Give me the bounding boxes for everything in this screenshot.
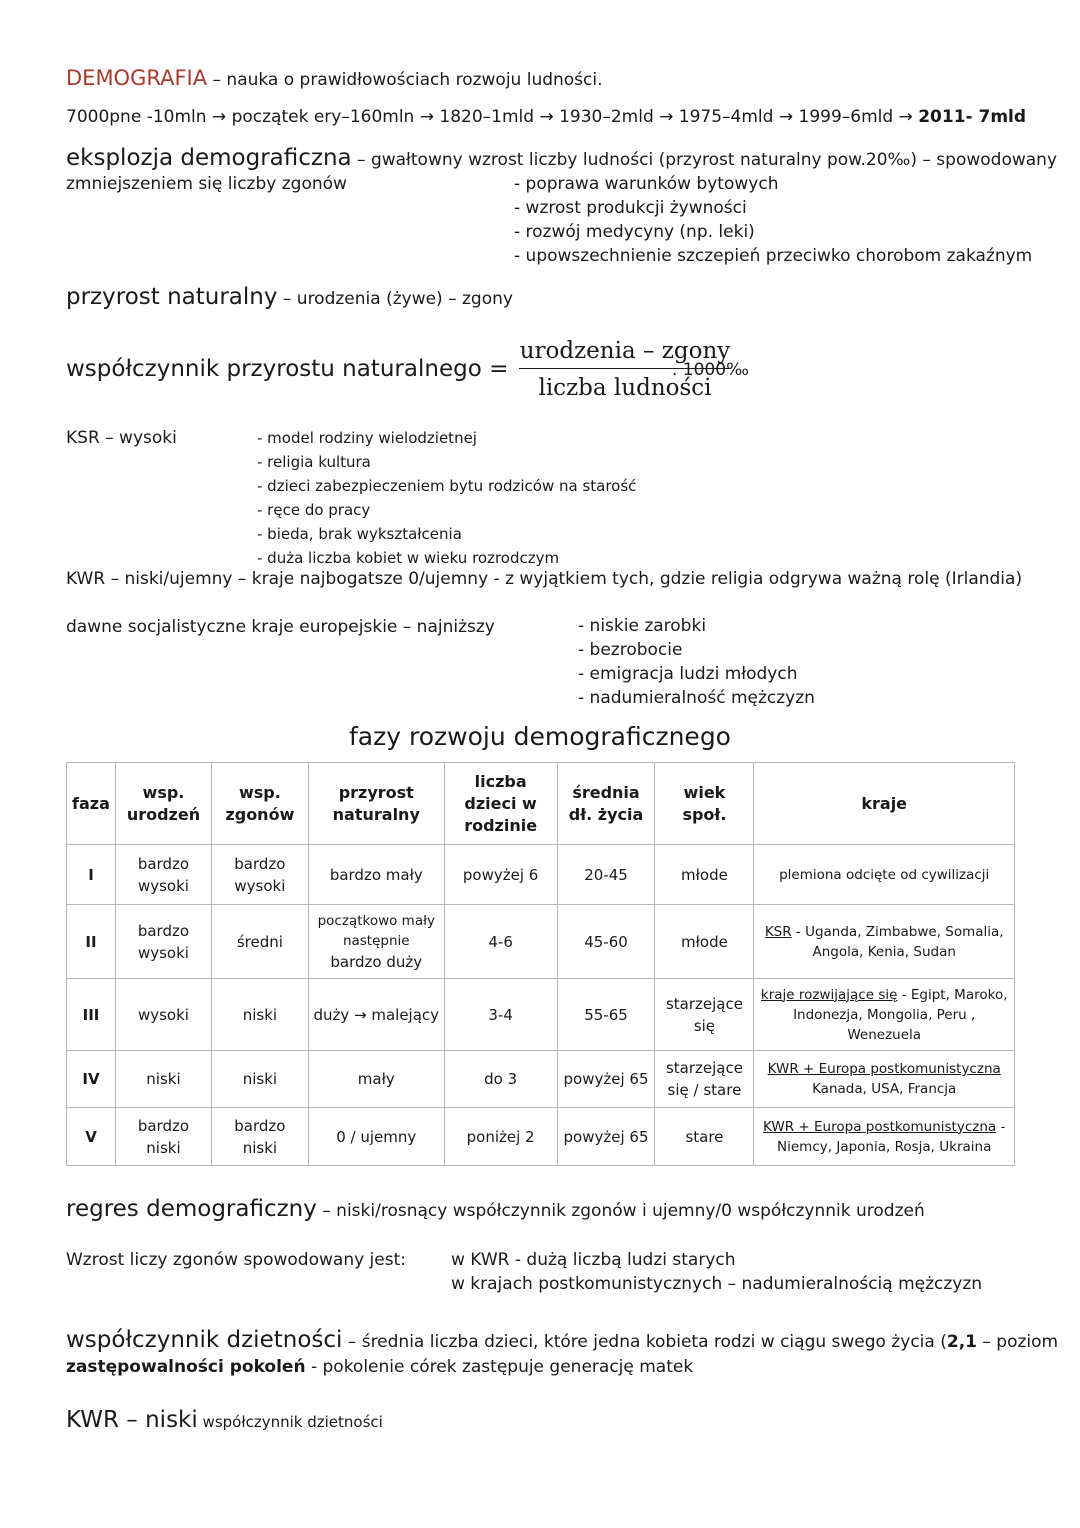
column-header: faza bbox=[67, 763, 116, 845]
countries-text: - Uganda, Zimbabwe, Somalia, Angola, Kenia, Sudan bbox=[791, 923, 1004, 960]
countries-group: KWR + Europa postkomunistyczna bbox=[767, 1061, 1001, 1077]
column-header: kraje bbox=[754, 763, 1015, 845]
list-item: - ręce do pracy bbox=[257, 501, 371, 519]
fertility-line-2 bbox=[66, 1357, 693, 1377]
children-cell: 3-4 bbox=[444, 979, 557, 1051]
death-rate-cell: niski bbox=[211, 979, 308, 1051]
page-title: DEMOGRAFIA bbox=[66, 66, 208, 90]
table-row bbox=[67, 905, 1015, 979]
list-item: - dzieci zabezpieczeniem bytu rodziców na starość bbox=[257, 477, 637, 495]
population-timeline bbox=[66, 107, 1026, 127]
children-cell: powyżej 6 bbox=[444, 845, 557, 905]
countries-cell bbox=[754, 1108, 1015, 1166]
growth-cell: duży → malejący bbox=[308, 979, 444, 1051]
regress-line bbox=[66, 1196, 925, 1222]
timeline-text: 7000pne -10mln → początek ery–160mln → 1820–1mld → 1930–2mld → 1975–4mld → 1999–6mld → bbox=[66, 107, 919, 127]
list-item: - rozwój medycyny (np. leki) bbox=[514, 222, 755, 242]
list-item: - duża liczba kobiet w wieku rozrodczym bbox=[257, 549, 560, 567]
life-expectancy-cell: powyżej 65 bbox=[557, 1051, 655, 1108]
growth-cell bbox=[308, 905, 444, 979]
column-header: wiek społ. bbox=[655, 763, 754, 845]
kwr-fertility-prefix: KWR – niski bbox=[66, 1407, 198, 1433]
explosion-line bbox=[66, 145, 1057, 171]
table-row bbox=[67, 1051, 1015, 1108]
phases-table bbox=[66, 762, 1015, 1166]
list-item: - bieda, brak wykształcenia bbox=[257, 525, 462, 543]
fertility-line bbox=[66, 1327, 1058, 1353]
ksr-label: KSR – wysoki bbox=[66, 428, 177, 448]
explosion-cause: zmniejszeniem się liczby zgonów bbox=[66, 174, 347, 194]
list-item: - emigracja ludzi młodych bbox=[578, 664, 798, 684]
death-rate-cell: bardzo wysoki bbox=[211, 845, 308, 905]
list-item: - upowszechnienie szczepień przeciwko chorobom zakaźnym bbox=[514, 246, 1033, 266]
natural-growth-definition: – urodzenia (żywe) – zgony bbox=[277, 289, 513, 309]
ksr-reasons bbox=[257, 426, 636, 570]
formula-multiplier: . 1000‰ bbox=[672, 360, 749, 380]
kwr-fertility-rest: współczynnik dzietności bbox=[197, 1413, 383, 1431]
society-age-cell: młode bbox=[655, 845, 754, 905]
countries-group: kraje rozwijające się bbox=[760, 986, 898, 1003]
timeline-last: 2011- 7mld bbox=[918, 107, 1027, 127]
list-item: - religia kultura bbox=[257, 453, 371, 471]
deaths-reasons bbox=[451, 1248, 982, 1296]
death-rate-cell: bardzo niski bbox=[211, 1108, 308, 1166]
column-header: średnia dł. życia bbox=[557, 763, 655, 845]
list-item: - bezrobocie bbox=[578, 640, 683, 660]
society-age-cell: starzejące się / stare bbox=[655, 1051, 754, 1108]
column-header: wsp. zgonów bbox=[211, 763, 308, 845]
countries-cell bbox=[754, 1051, 1015, 1108]
socialist-label: dawne socjalistyczne kraje europejskie – najniższy bbox=[66, 617, 495, 637]
growth-small-text: początkowo mały następnie bbox=[317, 912, 435, 949]
list-item: - model rodziny wielodzietnej bbox=[257, 429, 477, 447]
explosion-reasons bbox=[514, 172, 1032, 268]
countries-text: Kanada, USA, Francja bbox=[812, 1081, 957, 1097]
society-age-cell: młode bbox=[655, 905, 754, 979]
countries-group: KSR bbox=[764, 923, 792, 940]
explosion-term: eksplozja demograficzna bbox=[66, 145, 352, 171]
list-item: - wzrost produkcji żywności bbox=[514, 198, 747, 218]
life-expectancy-cell: 45-60 bbox=[557, 905, 655, 979]
fertility-after-value: – poziom bbox=[977, 1332, 1059, 1352]
fertility-value: 2,1 bbox=[946, 1332, 977, 1352]
growth-cell: mały bbox=[308, 1051, 444, 1108]
replacement-description: - pokolenie córek zastępuje generację matek bbox=[305, 1357, 694, 1377]
fertility-term: współczynnik dzietności bbox=[66, 1327, 343, 1353]
regress-term: regres demograficzny bbox=[66, 1196, 317, 1222]
birth-rate-cell: bardzo wysoki bbox=[115, 845, 211, 905]
explosion-definition: – gwałtowny wzrost liczby ludności (przyrost naturalny pow.20‰) – spowodowany bbox=[351, 150, 1057, 170]
society-age-cell: stare bbox=[655, 1108, 754, 1166]
phase-cell: V bbox=[67, 1108, 116, 1166]
growth-text: bardzo duży bbox=[330, 952, 423, 971]
kwr-fertility-line bbox=[66, 1407, 383, 1433]
life-expectancy-cell: 55-65 bbox=[557, 979, 655, 1051]
phase-cell: IV bbox=[67, 1051, 116, 1108]
children-cell: 4-6 bbox=[444, 905, 557, 979]
phase-cell: III bbox=[67, 979, 116, 1051]
countries-cell bbox=[754, 845, 1015, 905]
natural-growth-term: przyrost naturalny bbox=[66, 284, 278, 310]
phases-title: fazy rozwoju demograficznego bbox=[349, 722, 731, 751]
title-definition: – nauka o prawidłowościach rozwoju ludności. bbox=[207, 70, 603, 90]
list-item: - niskie zarobki bbox=[578, 616, 707, 636]
formula-denominator: liczba ludności bbox=[538, 375, 712, 401]
table-row bbox=[67, 1108, 1015, 1166]
table-row bbox=[67, 845, 1015, 905]
column-header: liczba dzieci w rodzinie bbox=[444, 763, 557, 845]
countries-cell bbox=[754, 905, 1015, 979]
death-rate-cell: średni bbox=[211, 905, 308, 979]
table-row bbox=[67, 979, 1015, 1051]
title-line bbox=[66, 66, 603, 90]
countries-group: KWR + Europa postkomunistyczna bbox=[763, 1118, 997, 1135]
countries-text: - Niemcy, Japonia, Rosja, Ukraina bbox=[777, 1118, 1006, 1155]
death-rate-cell: niski bbox=[211, 1051, 308, 1108]
countries-text: - Egipt, Maroko, Indonezja, Mongolia, Peru , Wenezuela bbox=[793, 986, 1008, 1043]
table-header-row bbox=[67, 763, 1015, 845]
society-age-cell: starzejące się bbox=[655, 979, 754, 1051]
deaths-label: Wzrost liczy zgonów spowodowany jest: bbox=[66, 1250, 406, 1270]
natural-growth-line bbox=[66, 284, 513, 310]
fertility-definition: – średnia liczba dzieci, które jedna kobieta rodzi w ciągu swego życia ( bbox=[342, 1332, 947, 1352]
countries-text: plemiona odcięte od cywilizacji bbox=[779, 866, 990, 883]
growth-cell: bardzo mały bbox=[308, 845, 444, 905]
socialist-reasons bbox=[578, 614, 815, 710]
life-expectancy-cell: 20-45 bbox=[557, 845, 655, 905]
children-cell: poniżej 2 bbox=[444, 1108, 557, 1166]
countries-cell bbox=[754, 979, 1015, 1051]
phase-cell: I bbox=[67, 845, 116, 905]
phase-cell: II bbox=[67, 905, 116, 979]
birth-rate-cell: wysoki bbox=[115, 979, 211, 1051]
column-header: przyrost naturalny bbox=[308, 763, 444, 845]
kwr-line: KWR – niski/ujemny – kraje najbogatsze 0/ujemny - z wyjątkiem tych, gdzie religia odgrywa ważną rolę (Irlandia) bbox=[66, 569, 1023, 589]
birth-rate-cell: bardzo niski bbox=[115, 1108, 211, 1166]
birth-rate-cell: bardzo wysoki bbox=[115, 905, 211, 979]
growth-cell: 0 / ujemny bbox=[308, 1108, 444, 1166]
list-item: w KWR - dużą liczbą ludzi starych bbox=[451, 1250, 736, 1270]
growth-rate-formula bbox=[66, 336, 786, 406]
column-header: wsp. urodzeń bbox=[115, 763, 211, 845]
replacement-level: zastępowalności pokoleń bbox=[66, 1357, 306, 1377]
list-item: w krajach postkomunistycznych – nadumieralnością mężczyzn bbox=[451, 1274, 983, 1294]
birth-rate-cell: niski bbox=[115, 1051, 211, 1108]
children-cell: do 3 bbox=[444, 1051, 557, 1108]
formula-label: współczynnik przyrostu naturalnego = bbox=[66, 356, 509, 382]
regress-definition: – niski/rosnący współczynnik zgonów i ujemny/0 współczynnik urodzeń bbox=[316, 1201, 925, 1221]
formula-numerator: urodzenia – zgony bbox=[519, 338, 731, 364]
life-expectancy-cell: powyżej 65 bbox=[557, 1108, 655, 1166]
list-item: - poprawa warunków bytowych bbox=[514, 174, 779, 194]
list-item: - nadumieralność mężczyzn bbox=[578, 688, 815, 708]
